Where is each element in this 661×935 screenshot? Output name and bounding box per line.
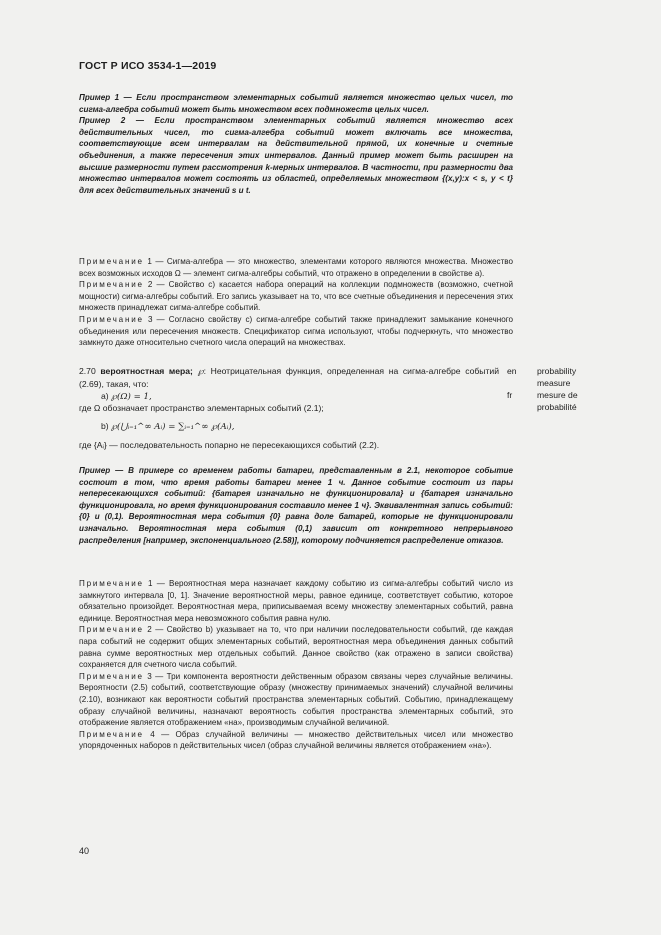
example-mid: Пример — В примере со временем работы батареи, представленным в 2.1, некоторое событие состоит в том, что время работы батареи менее 1 ч. Данное событие состоит из пары непересекающихся событий: {батарея изначально не функционировала} и {батарея изначально функционировала, но время функционирования составило менее 1 ч}. Эквивалентная запись событий: {0} и (0,1). Вероятностная мера события {0} равна доле батарей, которые не функционировали изначально. Вероятностная мера события (0,1) зависит от конкретного непрерывного распределения [например, экспоненциального (2.58)], которому подчиняется распределение отказов. [79,466,513,545]
examples-top [79,92,513,196]
page-number: 40 [79,846,90,856]
standard-code-header: ГОСТ Р ИСО 3534-1—2019 [79,60,217,72]
note-bottom-4: Примечание 4 — Образ случайной величины — множество действительных чисел или множество упорядоченных наборов n действительных чисел (образ случайной величины является отображением «на»). [79,729,513,751]
notes-bottom [79,578,513,752]
note-bottom-3: Примечание 3 — Три компонента вероятности действенным образом связаны через случайные величины. Вероятности (2.5) событий, соответствующие образу (множеству принимаемых значений) случайной величины (2.10), возникают как вероятности событий пространства элементарных событий. Событию, принадлежащему образу случайной величины, назначают вероятность события пространства элементарных событий, это отображение является отображением «на», производимым случайной величиной. [79,671,513,728]
notes-top [79,256,513,349]
where-omega: где Ω обозначает пространство элементарных событий (2.1); [79,403,324,414]
term-entry [79,366,499,452]
term-name: вероятностная мера; [100,366,193,376]
property-b: b) ℘(⋃ᵢ₌₁^∞ Aᵢ) = ∑ᵢ₌₁^∞ ℘(Aᵢ), [101,421,235,433]
term-symbol: ℘ [197,367,204,377]
property-a: а) ℘(Ω) = 1, [101,390,152,402]
term-definition: 2.70 вероятностная мера; ℘: Неотрицательная функция, определенная на сигма-алгебре событий (2.69), такая, что: [79,366,500,389]
note-bottom-2: Примечание 2 — Свойство b) указывает на то, что при наличии последовательности событий, где каждая пара событий не содержит общих элементарных событий, вероятностная мера объединения данных событий равна сумме вероятностных мер отдельных событий. Данное свойство (как отражено в записи свойства) сохраняется для счетного числа событий. [79,625,513,670]
note-bottom-1: Примечание 1 — Вероятностная мера назначает каждому событию из сигма-алгебры событий число из замкнутого интервала [0, 1]. Значение вероятностной меры, равное единице, соответствует событию, которое обязательно произойдет. Вероятностная мера, приписываемая всему множеству элементарных событий, равна единице. Вероятностная мера невозможного события равна нулю. [79,579,513,623]
formula-a: ℘(Ω) = 1, [111,391,152,402]
equivalent-fr: fr mesure de probabilité [507,390,578,412]
note-top-3: Примечание 3 — Согласно свойству с) сигма-алгебре событий также принадлежит замыкание конечного объединения или пересечения множеств. Спецификатор сигма используют, чтобы подчеркнуть, что множество замкнуто даже относительно счетного числа операций на множествах. [79,314,513,348]
example-2: Пример 2 — Если пространством элементарных событий является множество всех действительных чисел, то сигма-алгебра событий может включать все множества, соответствующие всем интервалам на действительной прямой, их конечные и счетные объединения, а также пересечения этих интервалов. Данный пример может быть расширен на высшие размерности путем рассмотрения k-мерных интервалов. В частности, при размерности два множество интервалов может состоять из областей, определяемых множеством {(x,y):x < s, y < t} для всех действительных значений s и t. [79,116,513,195]
formula-b: ℘(⋃ᵢ₌₁^∞ Aᵢ) = ∑ᵢ₌₁^∞ ℘(Aᵢ), [111,422,235,433]
equivalent-en: en probability measure [507,366,577,388]
note-top-2: Примечание 2 — Свойство с) касается набора операций на коллекции подмножеств (возможно, счетной мощности) сигма-алгебры событий. Его запись указывает на то, что все счетные объединения и пересечения этих множеств принадлежат сигма-алгебре событий. [79,280,513,313]
example-1: Пример 1 — Если пространством элементарных событий является множество целых чисел, то сигма-алгебра событий может быть множеством всех подмножеств целых чисел. [79,93,513,114]
where-ai: где {Aᵢ} — последовательность попарно не пересекающихся событий (2.2). [79,439,380,450]
note-top-1: Примечание 1 — Сигма-алгебра — это множество, элементами которого являются множества. Множество всех возможных исходов Ω — элемент сигма-алгебры событий, что отражено в определении в свойстве а). [79,257,513,278]
